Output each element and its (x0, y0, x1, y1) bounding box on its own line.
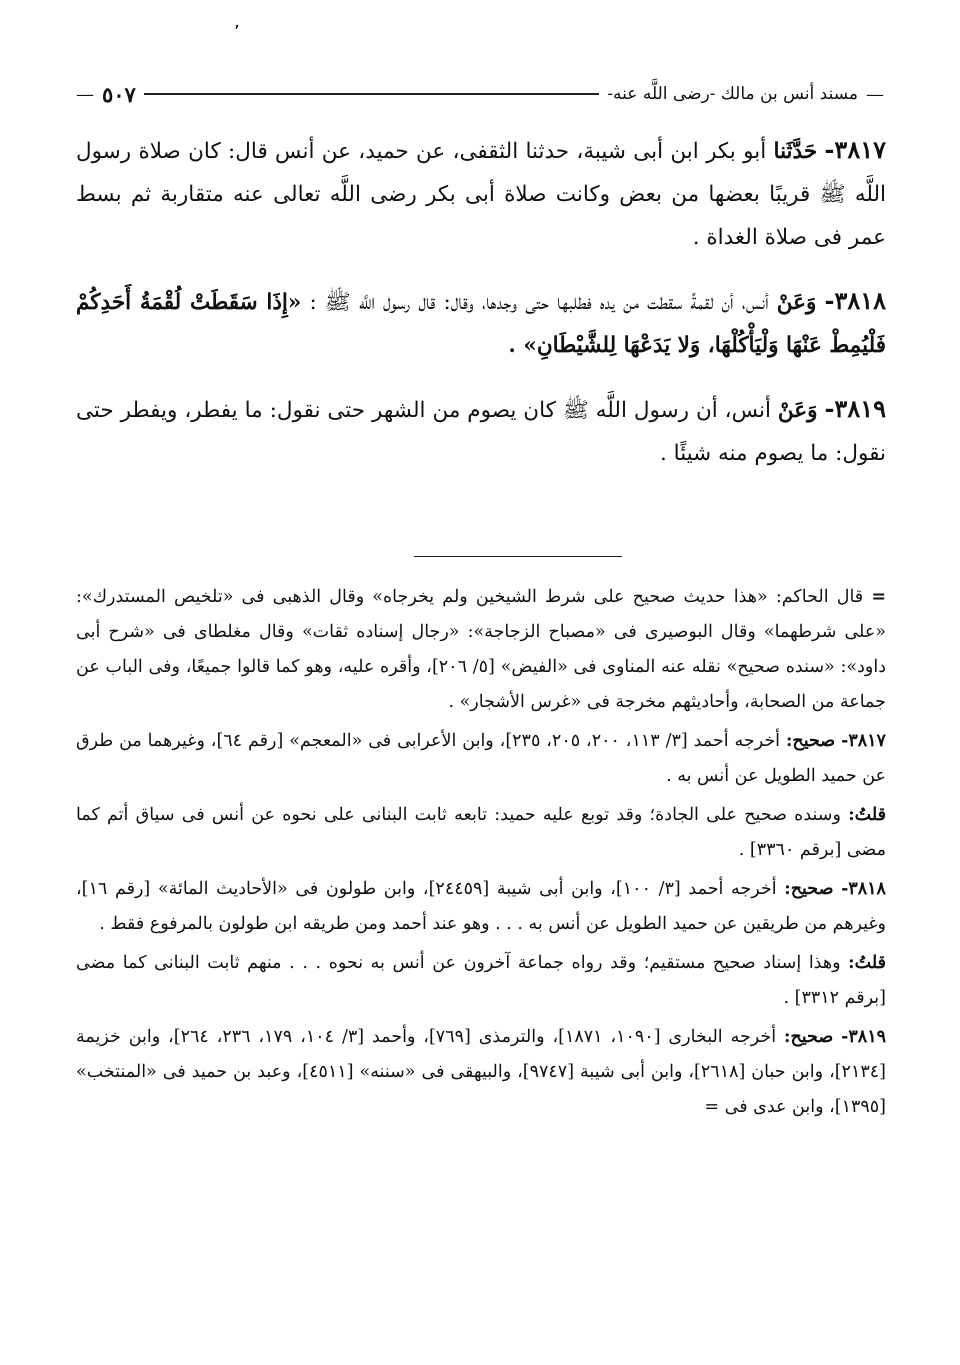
running-header (76, 80, 884, 108)
footnote-text: قال الحاكم: «هذا حديث صحيح على شرط الشيخين ولم يخرجاه» وقال الذهبى فى «تلخيص المستدرك»: «على شرطهما» وقال البوصيرى فى «مصباح الزجاجة»: «رجال إسناده ثقات» وقال مغلطاى فى «شرح أبى داود»: «سنده صحيح» نقله عنه المناوى فى «الفيض» [٥/ ٢٠٦]، وأقره عليه، وهو كما قالوا جميعًا، وفى الباب عن جماعة من الصحابة، وأحاديثهم مخرجة فى «غرس الأشجار» . (76, 587, 887, 712)
ink-mark: ٬ (234, 22, 240, 43)
footnote-text: وهذا إسناد صحيح مستقيم؛ وقد رواه جماعة آخرون عن أنس به نحوه . . . منهم ثابت البنانى كما مضى [برقم ٣٣١٢] . (76, 953, 886, 1008)
grading-label: صحيح: (785, 731, 836, 751)
footnote-3817-comment (76, 798, 886, 868)
footnote-text: أخرجه البخارى [١٠٩٠، ١٨٧١]، والترمذى [٧٦٩]، وأحمد [٣/ ١٠٤، ١٧٩، ٢٣٦، ٢٦٤]، وابن خزيمة [٢١٣٤]، وابن حبان [٢٦١٨]، وابن أبى شيبة [٩٧٤٧]، والبيهقى فى «سننه» [٤٥١١]، وعبد بن حميد فى «المنتخب» [١٣٩٥]، وابن عدى فى = (76, 1027, 886, 1117)
footnote-3818 (76, 872, 886, 942)
comment-label: قلتُ: (848, 953, 886, 973)
hadith-3817 (76, 128, 886, 259)
hadith-lead-word: وَعَنْ (776, 290, 817, 315)
header-dash-right: — (866, 83, 884, 105)
running-title: مسند أنس بن مالك -رضى اللَّه عنه- (607, 84, 858, 104)
hadith-number: ٣٨١٧- (824, 135, 886, 164)
prophetic-quote: «إِذَا سَقَطَتْ لُقْمَةُ أَحَدِكُمْ فَلْيُمِطْ عَنْهَا وَلْيَأْكُلْهَا، وَلا يَدَعْهَا لِلشَّيْطَانِ» . (76, 290, 886, 358)
header-rule (144, 93, 599, 95)
grading-label: صحيح: (784, 879, 834, 899)
main-text (76, 128, 886, 495)
hadith-number: ٣٨١٩- (824, 394, 886, 423)
footnote-number: ٣٨١٨- (841, 879, 886, 899)
hadith-3819 (76, 387, 886, 475)
footnote-text: أخرجه أحمد [٣/ ١٠٠]، وابن أبى شيبة [٢٤٤٥٩]، وابن طولون فى «الأحاديث المائة» [رقم ١٦]، وغيرهم من طريقين عن حميد الطويل عن أنس به . . . وهو عند أحمد ومن طريقه ابن طولون بالمرفوع فقط . (76, 879, 886, 934)
footnote-3819 (76, 1020, 886, 1125)
hadith-text: أبو بكر ابن أبى شيبة، حدثنا الثقفى، عن حميد، عن أنس قال: كان صلاة رسول اللَّه ﷺ قريبًا بعضها من بعض وكانت صلاة أبى بكر رضى اللَّه تعالى عنه متقاربة ثم بسط عمر فى صلاة الغداة . (76, 139, 886, 250)
hadith-lead-word: وَعَنْ (777, 398, 818, 423)
page-number: ٥٠٧ (102, 81, 136, 107)
hadith-text: أنس، أن لقمةً سقطت من يده فطلبها حتى وجدها، وقال: قال رسول اللَّه ﷺ : (309, 290, 769, 315)
footnote-continuation (76, 580, 886, 720)
hadith-number: ٣٨١٨- (824, 286, 887, 315)
footnote-separator (414, 556, 622, 557)
continuation-mark: = (871, 587, 886, 607)
footnote-3818-comment (76, 946, 886, 1016)
hadith-3818 (76, 279, 886, 367)
hadith-lead-word: حَدَّثَنا (773, 139, 818, 164)
footnote-3817 (76, 724, 886, 794)
header-dash-left: — (76, 83, 94, 105)
grading-label: صحيح: (784, 1027, 834, 1047)
footnotes (76, 580, 886, 1129)
footnote-text: وسنده صحيح على الجادة؛ وقد توبع عليه حميد: تابعه ثابت البنانى على نحوه عن أنس فى سياق أتم كما مضى [برقم ٣٣٦٠] . (76, 805, 886, 860)
hadith-text: أنس، أن رسول اللَّه ﷺ كان يصوم من الشهر حتى نقول: ما يفطر، ويفطر حتى نقول: ما يصوم منه شيئًا . (76, 398, 886, 466)
footnote-number: ٣٨١٩- (841, 1027, 886, 1047)
footnote-text: أخرجه أحمد [٣/ ١١٣، ٢٠٠، ٢٠٥، ٢٣٥]، وابن الأعرابى فى «المعجم» [رقم ٦٤]، وغيرهما من طرق عن حميد الطويل عن أنس به . (76, 731, 886, 786)
footnote-number: ٣٨١٧- (841, 731, 886, 751)
comment-label: قلتُ: (848, 805, 886, 825)
